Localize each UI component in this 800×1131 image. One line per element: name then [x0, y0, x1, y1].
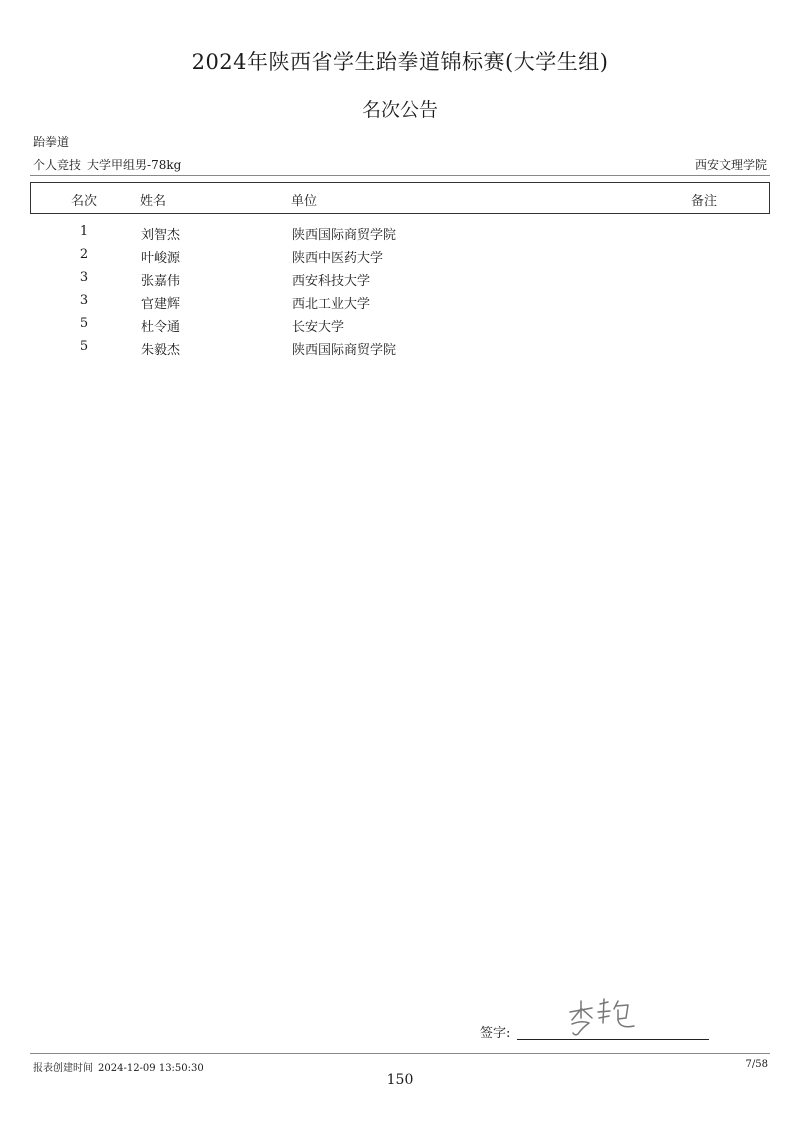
bottom-divider: [30, 1053, 770, 1054]
name-cell: 杜令通: [141, 320, 181, 335]
name-cell: 刘智杰: [141, 228, 181, 243]
unit-cell: 陕西中医药大学: [292, 251, 384, 266]
unit-cell: 西安科技大学: [292, 274, 371, 289]
document-title: 2024年陕西省学生跆拳道锦标赛(大学生组): [191, 50, 609, 74]
sport-label: 跆拳道: [33, 135, 70, 149]
unit-cell: 陕西国际商贸学院: [292, 228, 397, 243]
unit-cell: 西北工业大学: [292, 297, 371, 312]
event-line: [33, 156, 187, 173]
signature-label: 签字:: [480, 1026, 511, 1041]
event-category: 个人竞技: [33, 158, 82, 172]
rank-cell: 3: [79, 293, 89, 308]
rank-cell: 5: [79, 339, 89, 354]
rank-cell: 2: [79, 247, 89, 262]
signature-line: [517, 1039, 709, 1040]
rank-cell: 3: [79, 270, 89, 285]
name-cell: 张嘉伟: [141, 274, 181, 289]
header-rank: 名次: [71, 194, 98, 209]
rank-cell: 1: [79, 224, 89, 239]
name-cell: 朱毅杰: [141, 343, 181, 358]
table-header: [30, 182, 770, 214]
header-name: 姓名: [140, 194, 167, 209]
top-divider: [30, 175, 770, 176]
results-table-body: [30, 222, 770, 360]
name-cell: 官建辉: [141, 297, 181, 312]
table-row: [30, 268, 770, 291]
rank-cell: 5: [79, 316, 89, 331]
table-row: [30, 222, 770, 245]
created-value: 2024-12-09 13:50:30: [98, 1063, 204, 1074]
host-institution: 西安文理学院: [694, 158, 767, 172]
name-cell: 叶峻源: [141, 251, 181, 266]
table-row: [30, 314, 770, 337]
page-of-count: 7/58: [745, 1059, 768, 1070]
table-row: [30, 337, 770, 360]
event-group: 大学甲组男-78kg: [87, 158, 182, 172]
page-number: 150: [386, 1072, 414, 1088]
table-row: [30, 291, 770, 314]
header-unit: 单位: [291, 194, 318, 209]
unit-cell: 陕西国际商贸学院: [292, 343, 397, 358]
table-row: [30, 245, 770, 268]
document-subtitle: 名次公告: [361, 99, 438, 121]
created-label: 报表创建时间: [33, 1063, 93, 1074]
header-note: 备注: [691, 194, 718, 209]
unit-cell: 长安大学: [292, 320, 345, 335]
handwritten-signature: [562, 996, 642, 1038]
